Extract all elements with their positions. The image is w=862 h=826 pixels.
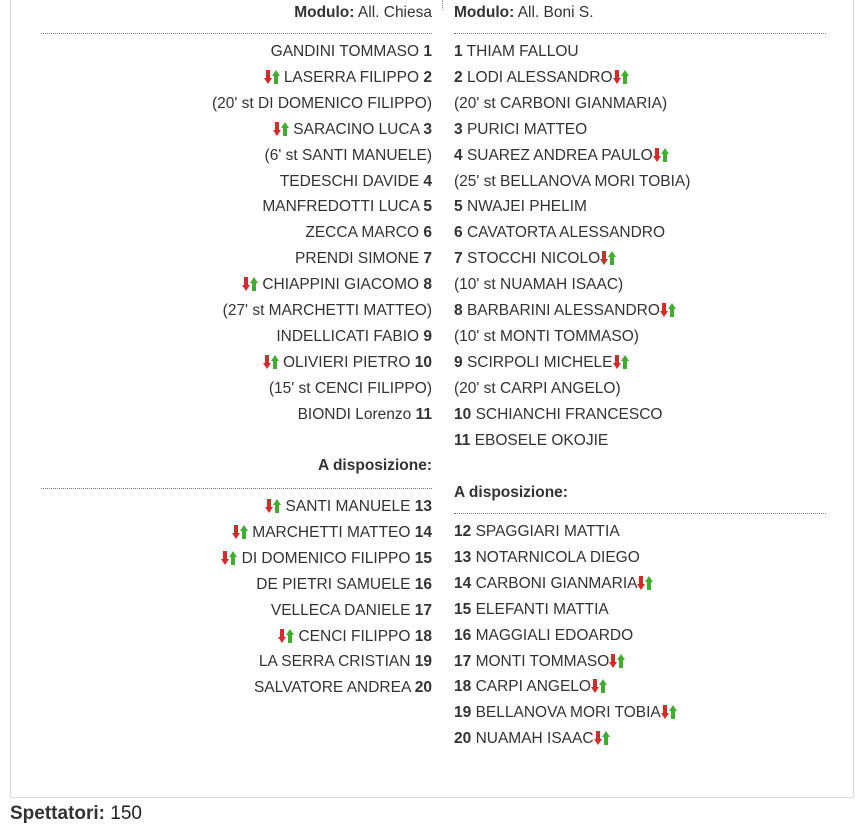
home-divider [41,33,432,34]
player-name: NUAMAH ISAAC [475,730,594,748]
player-name: STOCCHI NICOLO [466,250,601,268]
substitution-arrows-icon [264,69,280,85]
substitution-arrows-icon [232,524,248,540]
substitution-arrows-icon [273,121,289,137]
substitution-note [454,94,667,114]
player-name: CARPI ANGELO [475,678,591,696]
substitution-arrows-icon [613,69,629,85]
player-row [242,275,432,295]
player-name: LODI ALESSANDRO [466,68,613,86]
player-name: SALVATORE ANDREA [253,679,411,697]
player-number: 6 [423,224,432,242]
player-number: 8 [454,302,463,319]
player-row [454,68,629,88]
substitution-text: (10' st MONTI TOMMASO) [454,327,639,345]
away-divider [454,33,826,34]
player-number: 10 [454,405,472,423]
player-name: OLIVIERI PIETRO [282,353,411,371]
player-number: 5 [423,198,432,216]
player-number: 9 [423,327,432,345]
player-number: 13 [454,548,472,566]
home-bench-title [318,456,432,476]
player-name: EBOSELE OKOJIE [474,431,609,449]
substitution-arrows-icon [613,354,629,370]
player-name: BIONDI Lorenzo [297,405,412,423]
player-name: NWAJEI PHELIM [466,198,587,216]
substitution-arrows-icon [591,678,607,694]
player-number: 13 [414,498,432,515]
player-row [278,627,432,647]
home-modulo-label: Modulo: [294,4,355,21]
spectators-value: 150 [110,803,142,824]
player-name: CARBONI GIANMARIA [475,574,638,592]
player-number: 3 [454,120,463,138]
home-bench-title-text: A disposizione: [318,457,432,474]
substitution-arrows-icon [278,628,294,644]
player-name: MAGGIALI EDOARDO [475,626,634,644]
substitution-note [454,275,623,295]
player-row [263,353,432,373]
player-row [264,68,433,88]
player-number: 1 [423,43,432,60]
player-row [454,146,669,166]
player-number: 6 [454,224,463,242]
player-number: 1 [454,43,463,60]
substitution-arrows-icon [609,653,625,669]
player-name: DI DOMENICO FILIPPO [241,549,411,567]
substitution-text: (20' st CARBONI GIANMARIA) [454,94,668,112]
player-row [454,626,633,646]
substitution-arrows-icon [263,354,279,370]
player-row [259,652,432,672]
player-row [262,197,432,217]
away-bench-title-text: A disposizione: [454,484,568,501]
player-name: ELEFANTI MATTIA [475,600,609,618]
substitution-text: (15' st CENCI FILIPPO) [268,379,432,397]
player-row [454,652,625,672]
player-number: 16 [414,575,432,593]
substitution-note [454,172,690,192]
substitution-arrows-icon [265,498,281,514]
player-number: 19 [414,653,432,671]
substitution-note [269,379,432,399]
player-name: TEDESCHI DAVIDE [279,172,420,190]
substitution-arrows-icon [600,250,616,266]
away-coach: All. Boni S. [517,4,594,21]
player-row [256,575,432,595]
player-number: 15 [454,600,472,618]
player-name: THIAM FALLOU [466,43,579,60]
player-number: 16 [454,626,472,644]
player-number: 12 [454,523,472,540]
player-row [254,678,432,698]
player-row [232,523,432,543]
player-name: BARBARINI ALESSANDRO [466,302,660,319]
player-number: 14 [414,523,432,541]
player-number: 15 [414,549,432,567]
player-number: 14 [454,574,472,592]
player-name: CHIAPPINI GIACOMO [262,276,420,294]
player-row [454,677,607,697]
player-name: VELLECA DANIELE [270,601,411,619]
player-name: PRENDI SIMONE [295,250,420,268]
player-number: 11 [415,405,432,423]
player-name: SCHIANCHI FRANCESCO [475,405,663,423]
player-name: CENCI FILIPPO [298,627,411,645]
substitution-arrows-icon [594,730,610,746]
player-number: 18 [414,627,432,645]
player-name: ZECCA MARCO [305,224,420,242]
substitution-note [454,327,639,347]
substitution-note [212,94,432,114]
substitution-note [454,379,621,399]
player-name: LASERRA FILIPPO [283,68,420,86]
player-row [454,729,610,749]
substitution-text: (6' st SANTI MANUELE) [264,146,432,164]
away-modulo-label: Modulo: [454,4,515,21]
player-row [271,601,432,621]
substitution-arrows-icon [660,302,676,318]
player-number: 5 [454,198,463,216]
substitution-text: (10' st NUAMAH ISAAC) [454,276,624,294]
home-bench-divider [41,488,432,489]
player-row [454,197,587,217]
player-row [454,600,609,620]
player-number: 17 [414,601,432,619]
player-row [295,249,432,269]
player-row [273,120,432,140]
player-row [276,327,432,347]
player-row [454,301,676,321]
substitution-arrows-icon [653,147,669,163]
player-name: MANFREDOTTI LUCA [262,198,420,216]
player-row [305,223,432,243]
spectators [10,802,142,826]
player-number: 8 [423,276,432,294]
player-name: LA SERRA CRISTIAN [258,653,411,671]
player-number: 18 [454,678,472,696]
player-row [454,574,653,594]
player-number: 11 [454,431,471,449]
player-row [454,522,620,542]
away-bench-title [454,483,568,503]
player-name: SARACINO LUCA [293,120,420,138]
player-number: 2 [423,68,432,86]
player-name: SANTI MANUELE [285,498,411,515]
player-number: 9 [454,353,463,371]
player-row [298,405,432,425]
player-number: 7 [423,250,432,268]
spectators-label: Spettatori: [10,803,105,824]
player-name: NOTARNICOLA DIEGO [475,548,640,566]
player-row [280,172,432,192]
player-number: 4 [454,146,463,164]
player-row [271,42,432,62]
player-name: BELLANOVA MORI TOBIA [475,704,661,722]
player-number: 2 [454,68,463,86]
player-name: INDELLICATI FABIO [276,327,420,345]
home-coach: All. Chiesa [357,4,432,21]
player-name: PURICI MATTEO [466,120,588,138]
player-number: 10 [414,353,432,371]
player-row [454,120,587,140]
substitution-note [223,301,432,321]
substitution-arrows-icon [242,276,258,292]
substitution-arrows-icon [221,550,237,566]
player-row [454,703,677,723]
player-number: 20 [414,679,432,697]
player-row [454,548,640,568]
away-bench-divider [454,513,826,514]
home-modulo [294,3,432,23]
player-row [454,353,629,373]
player-name: MARCHETTI MATTEO [252,523,411,541]
player-number: 19 [454,704,472,722]
substitution-text: (20' st DI DOMENICO FILIPPO) [212,94,432,112]
player-row [265,497,432,517]
player-row [454,249,616,269]
away-modulo [454,3,594,23]
substitution-text: (27' st MARCHETTI MATTEO) [222,302,432,319]
substitution-text: (25' st BELLANOVA MORI TOBIA) [454,172,691,190]
player-name: GANDINI TOMMASO [270,43,420,60]
substitution-note [265,146,432,166]
player-number: 20 [454,730,472,748]
player-row [221,549,432,569]
player-number: 17 [454,652,472,670]
player-name: DE PIETRI SAMUELE [256,575,411,593]
substitution-text: (20' st CARPI ANGELO) [454,379,621,397]
column-divider [442,0,443,10]
player-number: 3 [423,120,432,138]
lineups-panel [10,0,854,798]
player-name: SUAREZ ANDREA PAULO [466,146,653,164]
player-row [454,405,662,425]
player-row [454,223,665,243]
substitution-arrows-icon [661,704,677,720]
substitution-arrows-icon [637,575,653,591]
player-name: MONTI TOMMASO [475,652,610,670]
player-number: 7 [454,250,463,268]
player-name: SPAGGIARI MATTIA [475,523,620,540]
player-number: 4 [423,172,432,190]
player-name: CAVATORTA ALESSANDRO [466,224,666,242]
player-name: SCIRPOLI MICHELE [466,353,613,371]
player-row [454,431,608,451]
player-row [454,42,579,62]
